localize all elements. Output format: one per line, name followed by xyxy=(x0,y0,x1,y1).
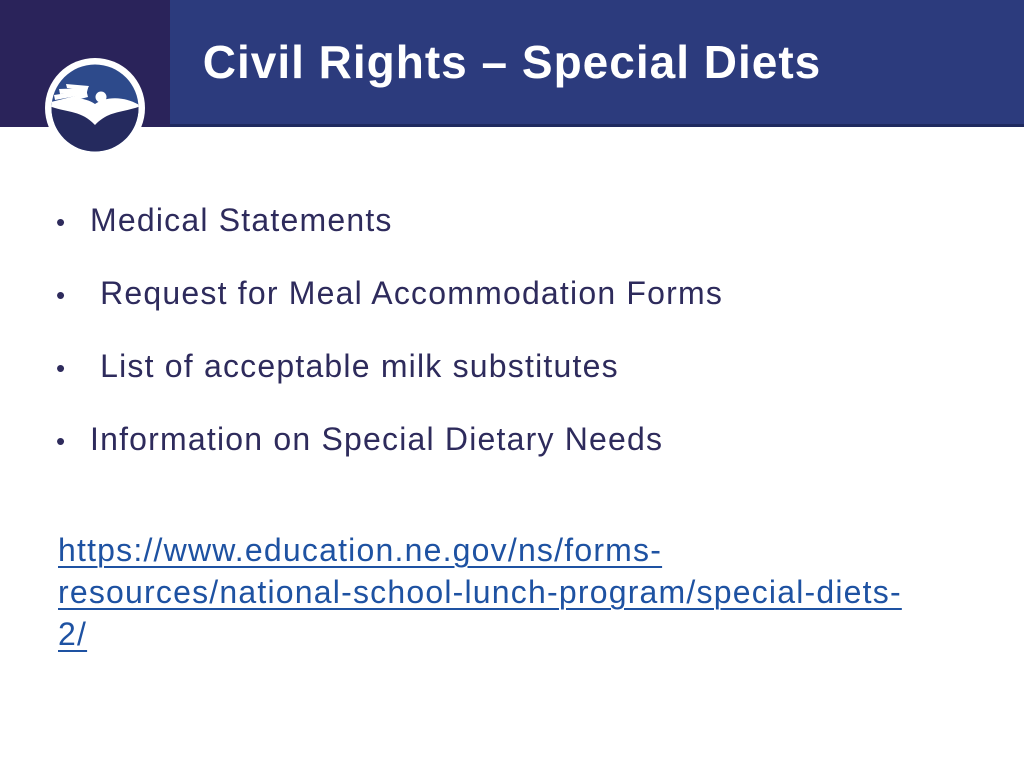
slide-title: Civil Rights – Special Diets xyxy=(202,36,822,88)
bullet-marker: • xyxy=(56,206,67,237)
bullet-marker: • xyxy=(56,279,67,310)
bullet-text: List of acceptable milk substitutes xyxy=(90,348,619,384)
link-line-1[interactable]: https://www.education.ne.gov/ns/forms- xyxy=(58,532,663,568)
link-line-2[interactable]: resources/national-school-lunch-program/special-diets- xyxy=(58,574,902,610)
bullet-text: Medical Statements xyxy=(90,202,393,238)
bullet-marker: • xyxy=(56,425,67,456)
bullet-item-milk-substitutes xyxy=(56,330,723,403)
bullet-text: Information on Special Dietary Needs xyxy=(90,421,664,457)
bullet-item-meal-accommodation-forms xyxy=(56,257,723,330)
education-book-person-logo-icon xyxy=(35,48,155,168)
bullet-list xyxy=(56,184,723,476)
bullet-item-medical-statements xyxy=(56,184,723,257)
link-line-3[interactable]: 2/ xyxy=(58,616,88,652)
special-diets-link[interactable] xyxy=(58,529,902,655)
bullet-text: Request for Meal Accommodation Forms xyxy=(90,275,724,311)
bullet-item-special-dietary-needs xyxy=(56,403,723,476)
bullet-marker: • xyxy=(56,352,67,383)
